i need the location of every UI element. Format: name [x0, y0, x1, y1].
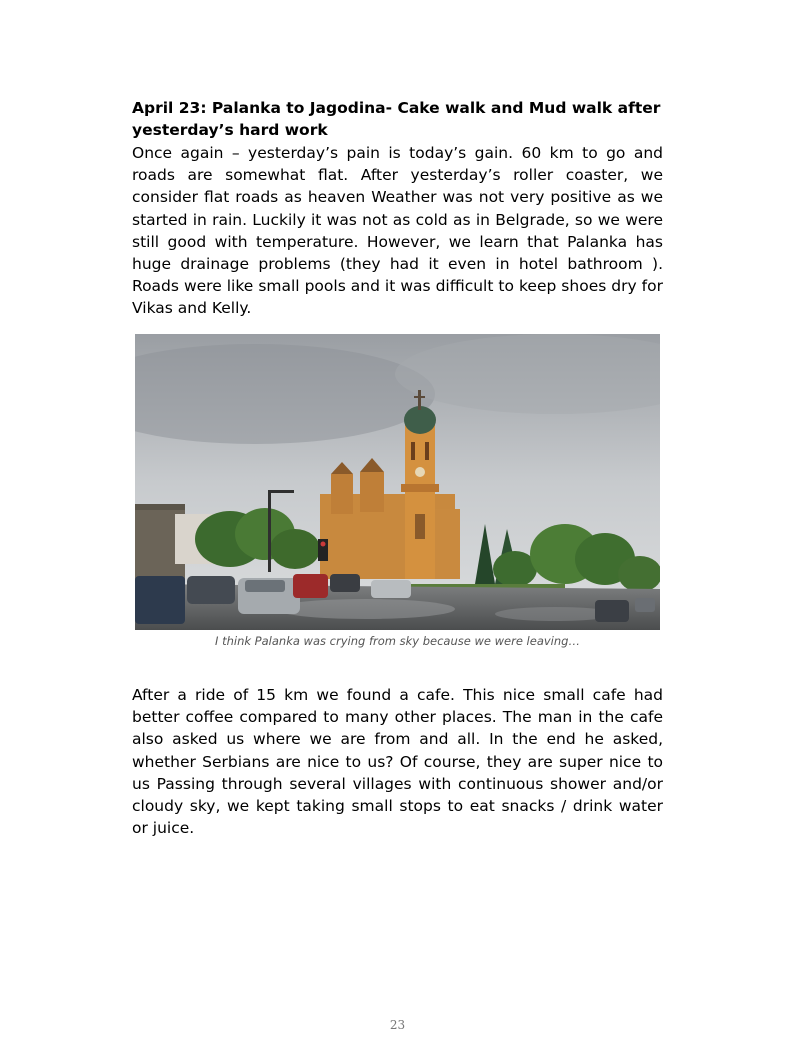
body-paragraph-1: Once again – yesterday’s pain is today’s gain. 60 km to go and roads are somewhat flat. After yesterday’s roller coaster, we consider flat roads as heaven Weather was not very positive as we started in rain. Luckily it was not as cold as in Belgrade, so we were still good with temperature. However, we learn that Palanka has huge drainage problems (they had it even in hotel bathroom ). Roads were like small pools and it was difficult to keep shoes dry for Vikas and Kelly. [132, 144, 663, 318]
church-photo [135, 334, 660, 630]
body-paragraph-2: After a ride of 15 km we found a cafe. This nice small cafe had better coffee compared to many other places. The man in the cafe also asked us where we are from and all. In the end he asked, whether Serbians are nice to us? Of course, they are super nice to us Passing through several villages with continuous shower and/or cloudy sky, we kept taking small stops to eat snacks / drink water or juice. [132, 686, 663, 838]
photo-caption: I think Palanka was crying from sky because we were leaving… [215, 634, 580, 648]
section-heading: April 23: Palanka to Jagodina- Cake walk and Mud walk after yesterday’s hard work [132, 99, 661, 140]
page-number: 23 [389, 1018, 406, 1032]
